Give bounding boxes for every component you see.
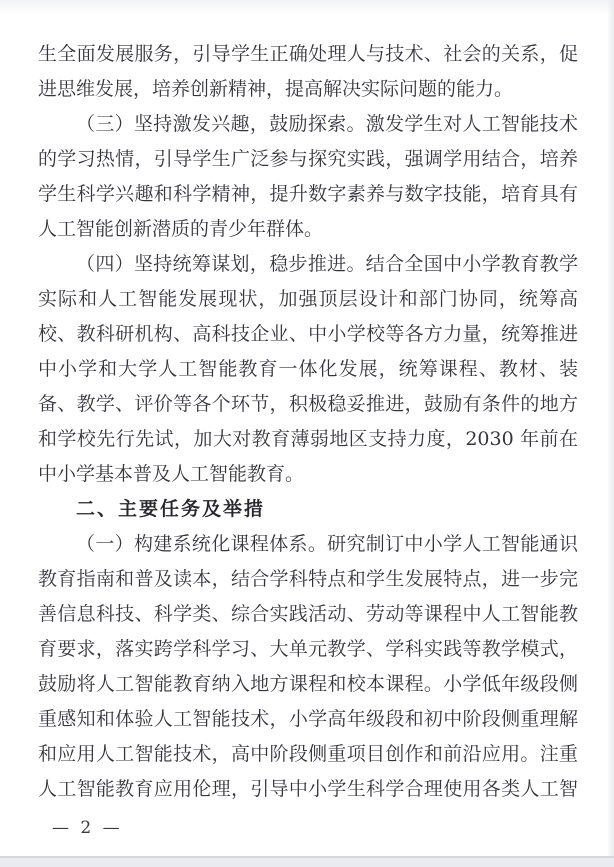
text-line: 鼓励将人工智能教育纳入地方课程和校本课程。小学低年级段侧 <box>38 673 578 695</box>
text-line: 备、教学、评价等各个环节，积极稳妥推进，鼓励有条件的地方 <box>38 393 578 415</box>
text-line: 人工智能教育应用伦理，引导中小学生科学合理使用各类人工智 <box>38 778 578 800</box>
document-body <box>38 37 578 807</box>
text-line: 人工智能创新潜质的青少年群体。 <box>38 218 324 240</box>
text-line: 和应用人工智能技术，高中阶段侧重项目创作和前沿应用。注重 <box>38 743 578 765</box>
text-line: 中小学和大学人工智能教育一体化发展，统筹课程、教材、装 <box>38 358 578 380</box>
text-line: 善信息科技、科学类、综合实践活动、劳动等课程中人工智能教 <box>38 603 578 625</box>
text-line: 育要求，落实跨学科学习、大单元教学、学科实践等教学模式， <box>38 638 578 660</box>
text-line: 重感知和体验人工智能技术，小学高年级段和初中阶段侧重理解 <box>38 708 578 730</box>
scan-right-shading <box>607 0 614 867</box>
text-line: （三）坚持激发兴趣，鼓励探索。激发学生对人工智能技术 <box>76 113 578 135</box>
text-line: 教育指南和普及读本，结合学科特点和学生发展特点，进一步完 <box>38 568 578 590</box>
text-line: 进思维发展，培养创新精神，提高解决实际问题的能力。 <box>38 78 514 100</box>
text-line: 校、教科研机构、高科技企业、中小学校等各方力量，统筹推进 <box>38 323 578 345</box>
scan-top-shading <box>0 0 614 16</box>
text-line: 实际和人工智能发展现状，加强顶层设计和部门协同，统筹高 <box>38 288 578 310</box>
text-line: 中小学基本普及人工智能教育。 <box>38 463 305 485</box>
text-line: 学生科学兴趣和科学精神，提升数字素养与数字技能，培育具有 <box>38 183 578 205</box>
page-number: — 2 — <box>52 818 123 838</box>
text-line: （四）坚持统筹谋划，稳步推进。结合全国中小学教育教学 <box>76 253 578 275</box>
text-line: 生全面发展服务，引导学生正确处理人与技术、社会的关系，促 <box>38 43 578 65</box>
text-line: （一）构建系统化课程体系。研究制订中小学人工智能通识 <box>76 533 578 555</box>
text-line: 和学校先行先试，加大对教育薄弱地区支持力度，2030 年前在 <box>38 428 578 450</box>
page-bottom-edge <box>0 856 614 867</box>
text-line: 的学习热情，引导学生广泛参与探究实践，强调学用结合，培养 <box>38 148 578 170</box>
section-heading: 二、主要任务及举措 <box>76 498 266 520</box>
